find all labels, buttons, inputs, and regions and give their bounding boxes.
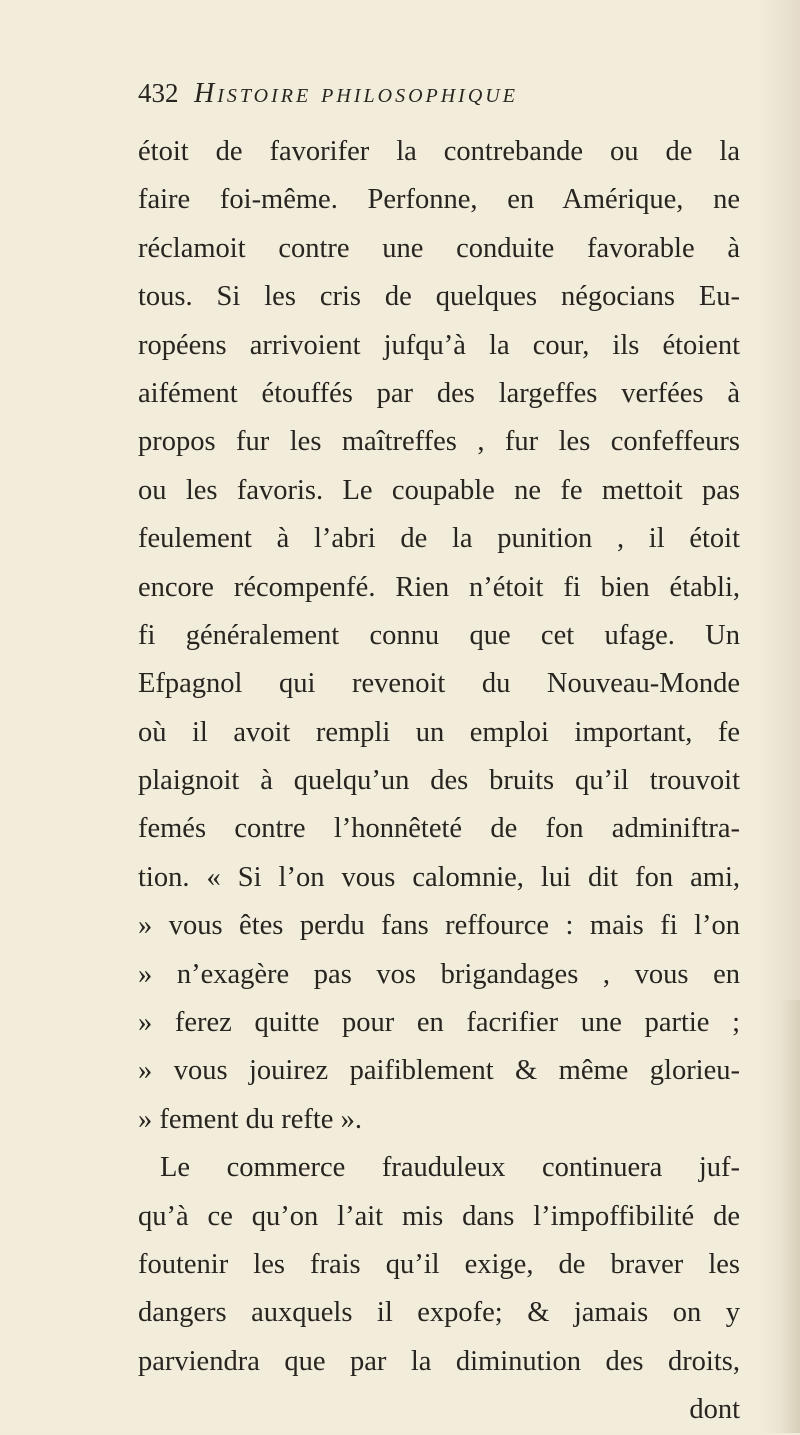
text-line: réclamoit contre une conduite favorable à (138, 232, 740, 264)
text-line-paragraph-start: Le commerce frauduleux continuera juf- (160, 1152, 740, 1184)
page-number: 432 (138, 78, 179, 108)
text-line: ou les favoris. Le coupable ne fe mettoit pas (138, 474, 740, 506)
text-line: tion. « Si l’on vous calomnie, lui dit fon ami, (138, 861, 740, 893)
text-line: propos fur les maîtreffes , fur les confeffeurs (138, 426, 740, 458)
text-line: foutenir les frais qu’il exige, de braver les (138, 1248, 740, 1280)
text-line: faire foi-même. Perfonne, en Amérique, ne (138, 184, 740, 216)
text-line: » vous jouirez paifiblement & même glorieu- (138, 1055, 740, 1087)
catchword: dont (689, 1394, 740, 1426)
text-line: plaignoit à quelqu’un des bruits qu’il trouvoit (138, 765, 740, 797)
page-header (138, 78, 738, 118)
text-line: parviendra que par la diminution des droits, (138, 1345, 740, 1377)
page-edge-shadow (780, 1000, 800, 1433)
body-text (138, 128, 740, 1435)
text-line: aifément étouffés par des largeffes verfées à (138, 377, 740, 409)
text-line: » n’exagère pas vos brigandages , vous en (138, 958, 740, 990)
text-line: fi généralement connu que cet ufage. Un (138, 619, 740, 651)
text-line: Efpagnol qui revenoit du Nouveau-Monde (138, 668, 740, 700)
text-line: femés contre l’honnêteté de fon adminiftra- (138, 813, 740, 845)
text-line: encore récompenfé. Rien n’étoit fi bien établi, (138, 571, 740, 603)
text-line: où il avoit rempli un emploi important, fe (138, 716, 740, 748)
text-line: qu’à ce qu’on l’ait mis dans l’impoffibilité de (138, 1200, 740, 1232)
text-line: ropéens arrivoient jufqu’à la cour, ils étoient (138, 329, 740, 361)
text-line: » ferez quitte pour en facrifier une partie ; (138, 1007, 740, 1039)
text-line: feulement à l’abri de la punition , il étoit (138, 523, 740, 555)
text-line: » fement du refte ». (138, 1103, 362, 1135)
text-line: » vous êtes perdu fans reffource : mais fi l’on (138, 910, 740, 942)
text-line: dangers auxquels il expofe; & jamais on y (138, 1297, 740, 1329)
text-line: étoit de favorifer la contrebande ou de la (138, 136, 740, 167)
running-head: Histoire philosophique (194, 78, 518, 109)
text-line: tous. Si les cris de quelques négocians Eu- (138, 281, 740, 313)
